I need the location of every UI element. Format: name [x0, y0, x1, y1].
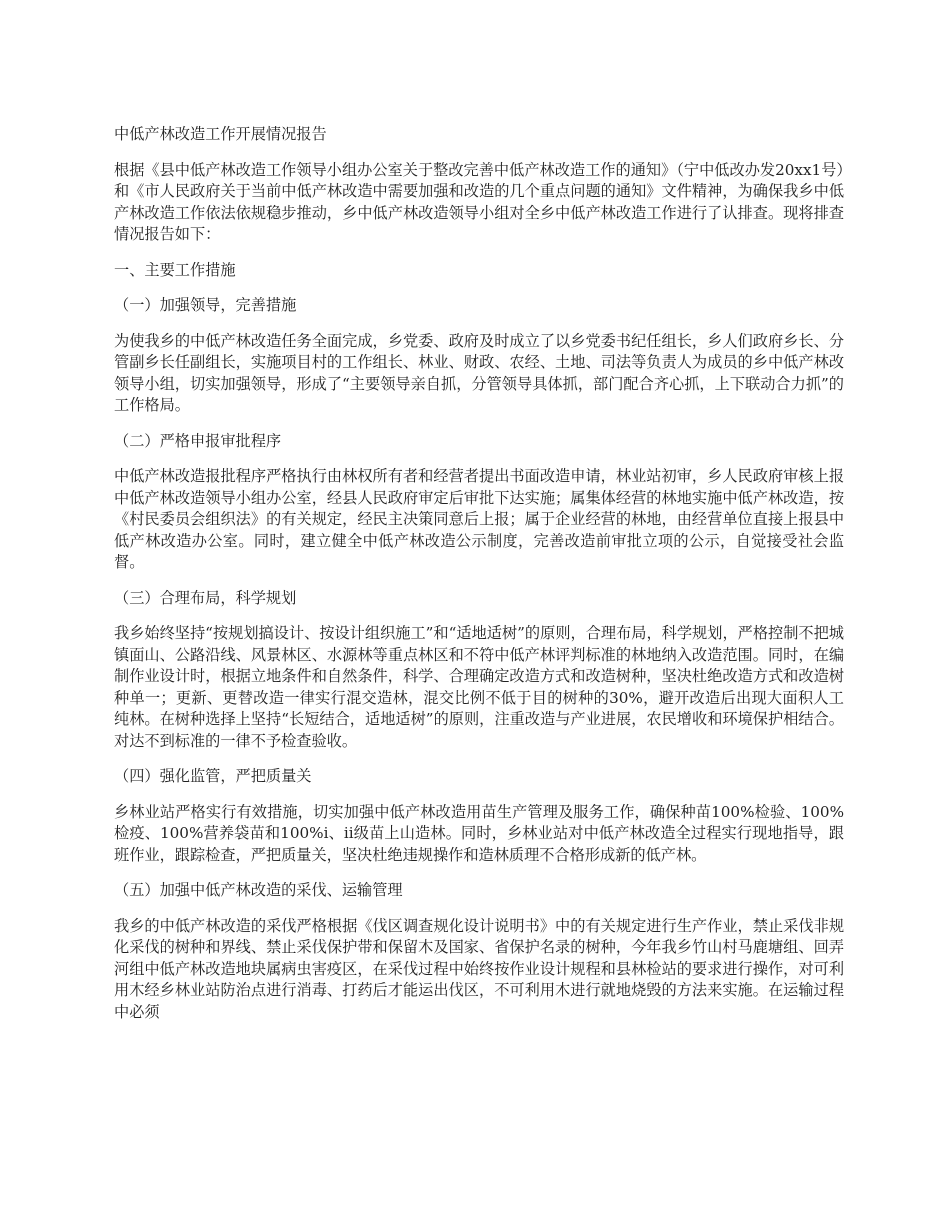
paragraph-approval-procedure: 中低产林改造报批程序严格执行由林权所有者和经营者提出书面改造申请，林业站初审，乡人民政府审核上报中低产林改造领导小组办公室，经县人民政府审定后审批下达实施；属集体经营的林地实施中低产林改造，按《村民委员会组织法》的有关规定，经民主决策同意后上报；属于企业经营的林地，由经营单位直接上报县中低产林改造办公室。同时，建立健全中低产林改造公示制度，完善改造前审批立项的公示，自觉接受社会监督。: [114, 467, 844, 571]
paragraph-quality-control: 乡林业站严格实行有效措施，切实加强中低产林改造用苗生产管理及服务工作，确保种苗100%检验、100%检疫、100%营养袋苗和100%i、ii级苗上山造林。同时，乡林业站对中低产林改造全过程实行现地指导，跟班作业，跟踪检查，严把质量关，坚决杜绝违规操作和造林质理不合格形成新的低产林。: [114, 802, 844, 864]
document-body: [114, 124, 844, 1037]
subheading-approval-procedure: （二）严格申报审批程序: [114, 431, 282, 450]
paragraph-leadership: 为使我乡的中低产林改造任务全面完成，乡党委、政府及时成立了以乡党委书纪任组长，乡人们政府乡长、分管副乡长任副组长，实施项目村的工作组长、林业、财政、农经、土地、司法等负责人为成员的乡中低产林改领导小组，切实加强领导，形成了“主要领导亲自抓，分管领导具体抓，部门配合齐心抓，上下联动合力抓”的工作格局。: [114, 331, 844, 414]
subheading-quality-control: （四）强化监管，严把质量关: [114, 767, 312, 785]
subheading-planning: （三）合理布局，科学规划: [114, 588, 297, 607]
subheading-leadership: （一）加强领导，完善措施: [114, 296, 297, 314]
subheading-logging-transport: （五）加强中低产林改造的采伐、运输管理: [114, 881, 403, 899]
section-heading-main-measures: 一、主要工作措施: [114, 260, 236, 279]
paragraph-planning: 我乡始终坚持“按规划搞设计、按设计组织施工”和“适地适树”的原则，合理布局，科学规划，严格控制不把城镇面山、公路沿线、风景林区、水源林等重点林区和不符中低产林评判标准的林地纳入改造范围。同时，在编制作业设计时，根据立地条件和自然条件，科学、合理确定改造方式和改造树种，坚决杜绝改造方式和改造树种单一；更新、更替改造一律实行混交造林，混交比例不低于目的树种的30%，避开改造后出现大面积人工纯林。在树种选择上坚持“长短结合，适地适树”的原则，注重改造与产业进展，农民增收和环境保护相结合。对达不到标准的一律不予检查验收。: [114, 624, 844, 750]
document-title: 中低产林改造工作开展情况报告: [114, 125, 327, 143]
intro-paragraph: 根据《县中低产林改造工作领导小组办公室关于整改完善中低产林改造工作的通知》（宁中低改办发20xx1号）和《市人民政府关于当前中低产林改造中需要加强和改造的几个重点问题的通知》文件精神，为确保我乡中低产林改造工作依法依规稳步推动，乡中低产林改造领导小组对全乡中低产林改造工作进行了认排查。现将排查情况报告如下：: [114, 160, 844, 243]
paragraph-logging-transport: 我乡的中低产林改造的采伐严格根据《伐区调查规化设计说明书》中的有关规定进行生产作业，禁止采伐非规化采伐的树种和界线、禁止采伐保护带和保留木及国家、省保护名录的树种，今年我乡竹山村马鹿塘组、回弄河组中低产林改造地块属病虫害疫区，在采伐过程中始终按作业设计规程和县林检站的要求进行操作，对可利用木经乡林业站防治点进行消毒、打药后才能运出伐区，不可利用木进行就地烧毁的方法来实施。在运输过程中必须: [114, 916, 844, 1021]
